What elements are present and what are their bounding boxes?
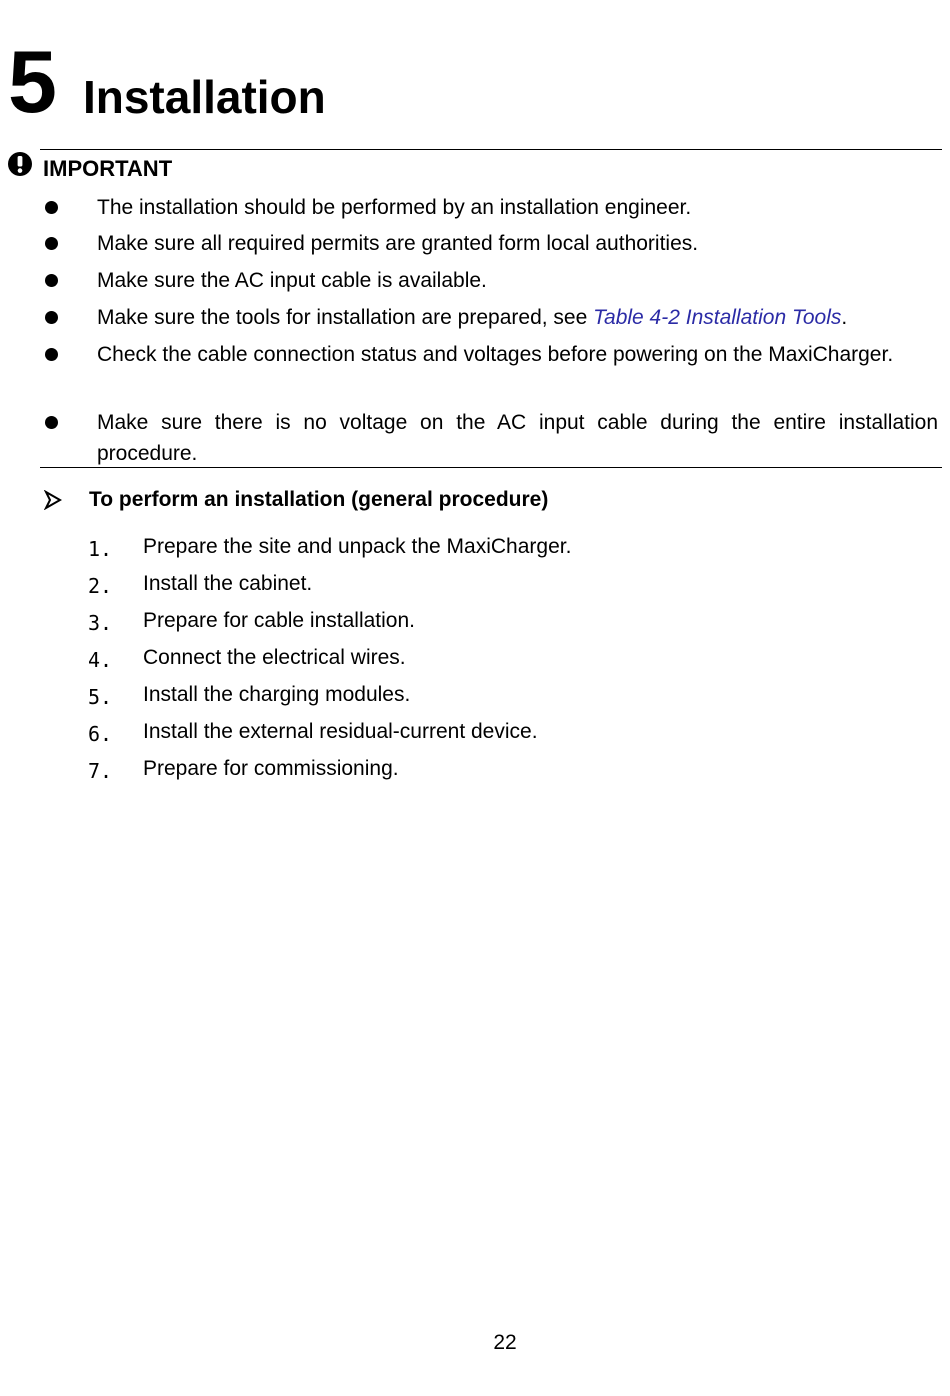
step-text: Install the charging modules. bbox=[143, 683, 411, 706]
step-number: 5. bbox=[88, 685, 113, 709]
step-text: Connect the electrical wires. bbox=[143, 646, 406, 669]
bullet-dot-icon bbox=[45, 311, 58, 324]
important-item-text: Make sure the AC input cable is available. bbox=[97, 269, 487, 292]
important-item-text-after: . bbox=[841, 306, 848, 329]
step-number: 7. bbox=[88, 759, 113, 783]
important-item-text: Make sure all required permits are granted form local authorities. bbox=[97, 232, 699, 255]
important-label: IMPORTANT bbox=[43, 156, 173, 181]
divider-top bbox=[40, 149, 942, 150]
bullet-dot-icon bbox=[45, 237, 58, 250]
step-text: Prepare for cable installation. bbox=[143, 609, 415, 632]
arrow-bullet-icon bbox=[44, 490, 62, 510]
step-text: Install the cabinet. bbox=[143, 572, 313, 595]
step-text: Install the external residual-current device. bbox=[143, 720, 538, 743]
page-number: 22 bbox=[493, 1331, 517, 1354]
exclamation-circle-icon bbox=[8, 152, 32, 176]
step-number: 3. bbox=[88, 611, 113, 635]
step-text: Prepare for commissioning. bbox=[143, 757, 399, 780]
chapter-title: Installation bbox=[82, 71, 326, 123]
important-item-text: The installation should be performed by an installation engineer. bbox=[97, 196, 692, 219]
step-number: 6. bbox=[88, 722, 113, 746]
bullet-dot-icon bbox=[45, 348, 58, 361]
step-number: 1. bbox=[88, 537, 113, 561]
step-number: 4. bbox=[88, 648, 113, 672]
bullet-dot-icon bbox=[45, 274, 58, 287]
important-item-text bbox=[97, 302, 938, 333]
bullet-dot-icon bbox=[45, 416, 58, 429]
chapter-heading bbox=[8, 26, 326, 131]
step-text: Prepare the site and unpack the MaxiCharger. bbox=[143, 535, 572, 558]
procedure-title: To perform an installation (general procedure) bbox=[89, 488, 549, 511]
important-item-text: Make sure there is no voltage on the AC input cable during the entire installation procedure. bbox=[97, 411, 938, 465]
bullet-dot-icon bbox=[45, 201, 58, 214]
table-reference-link[interactable]: Table 4-2 Installation Tools bbox=[593, 306, 842, 329]
chapter-number: 5 bbox=[8, 32, 57, 131]
important-item-text-before: Make sure the tools for installation are prepared, see bbox=[97, 306, 594, 329]
step-number: 2. bbox=[88, 574, 113, 598]
divider-bottom bbox=[40, 467, 942, 468]
important-item-text: Check the cable connection status and voltages before powering on the MaxiCharger. bbox=[97, 343, 894, 366]
